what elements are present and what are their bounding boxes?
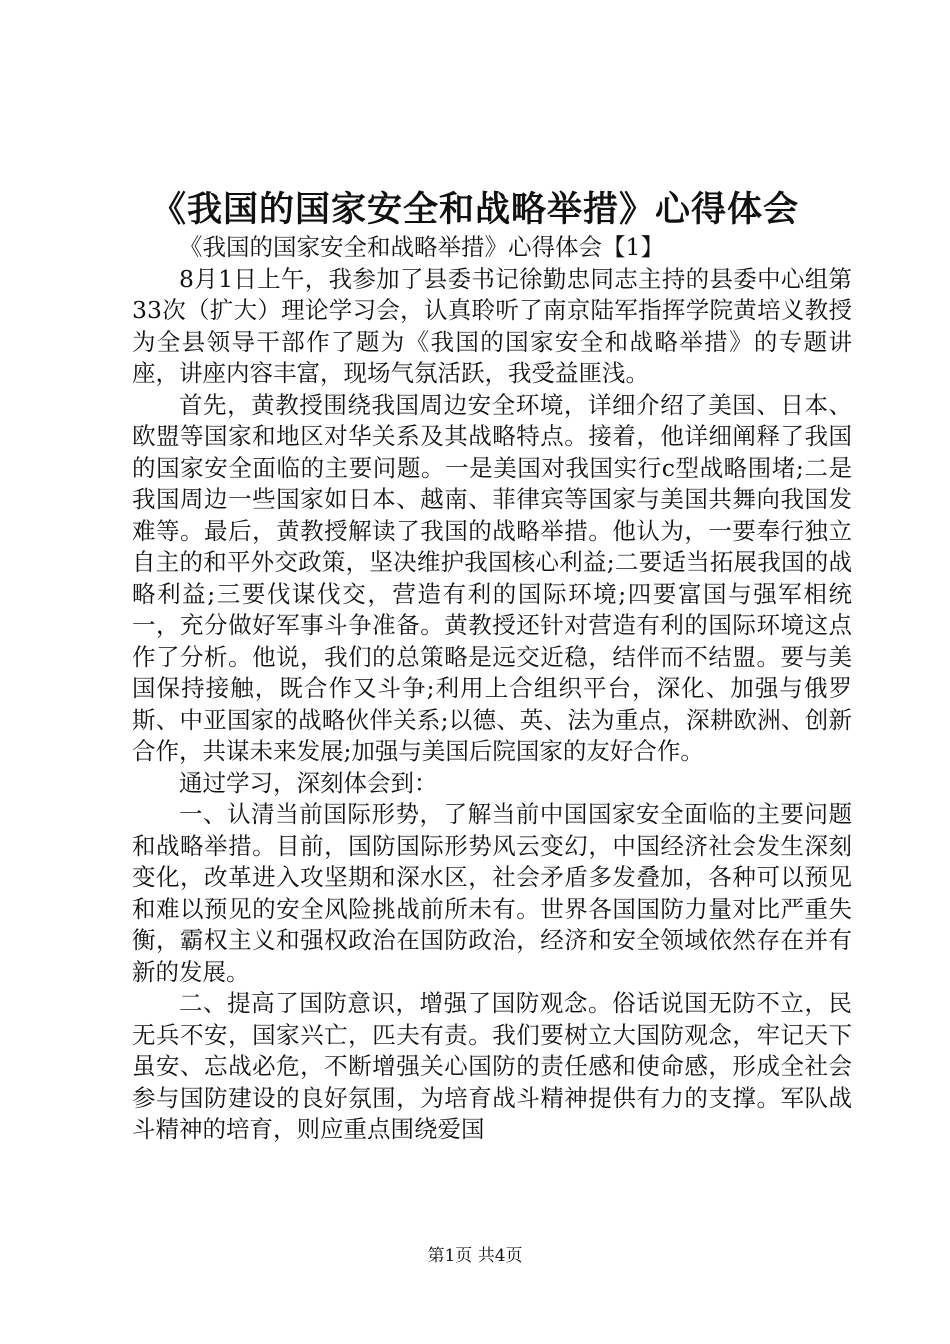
paragraph: 通过学习，深刻体会到：: [179, 768, 438, 797]
paragraph: 首先，黄教授围绕我国周边安全环境，详细介绍了美国、日本、欧盟等国家和地区对华关系及其战略特点。接着，他详细阐释了我国的国家安全面临的主要问题。一是美国对我国实行c型战略围堵;二是我国周边一些国家如日本、越南、菲律宾等国家与美国共舞向我国发难等。最后，黄教授解读了我国的战略举措。他认为，一要奉行独立自主的和平外交政策，坚决维护我国核心利益;二要适当拓展我国的战略利益;三要伐谋伐交，营造有利的国际环境;四要富国与强军相统一，充分做好军事斗争准备。黄教授还针对营造有利的国际环境这点作了分析。他说，我们的总策略是远交近稳，结伴而不结盟。要与美国保持接触，既合作又斗争;利用上合组织平台，深化、加强与俄罗斯、中亚国家的战略伙伴关系;以德、英、法为重点，深耕欧洲、创新合作，共谋未来发展;加强与美国后院国家的友好合作。: [132, 390, 852, 765]
paragraph: 一、认清当前国际形势，了解当前中国国家安全面临的主要问题和战略举措。目前，国防国际形势风云变幻，中国经济社会发生深刻变化，改革进入攻坚期和深水区，社会矛盾多发叠加，各种可以预见和难以预见的安全风险挑战前所未有。世界各国国防力量对比严重失衡，霸权主义和强权政治在国防政治，经济和安全领域依然存在并有新的发展。: [132, 800, 852, 986]
section-heading: 《我国的国家安全和战略举措》心得体会【1】: [179, 233, 664, 261]
paragraph: 8月1日上午，我参加了县委书记徐勤忠同志主持的县委中心组第33次（扩大）理论学习会，认真聆听了南京陆军指挥学院黄培义教授为全县领导干部作了题为《我国的国家安全和战略举措》的专题讲座，讲座内容丰富，现场气氛活跃，我受益匪浅。: [132, 264, 852, 387]
document-title: 《我国的国家安全和战略举措》心得体会: [150, 189, 799, 230]
paragraph: 二、提高了国防意识，增强了国防观念。俗话说国无防不立，民无兵不安，国家兴亡，匹夫有责。我们要树立大国防观念，牢记天下虽安、忘战必危，不断增强关心国防的责任感和使命感，形成全社会参与国防建设的良好氛围，为培育战斗精神提供有力的支撑。军队战斗精神的培育，则应重点围绕爱国: [132, 989, 852, 1143]
page-number-footer: 第1页 共4页: [427, 1246, 523, 1266]
document-body: [132, 232, 852, 1146]
